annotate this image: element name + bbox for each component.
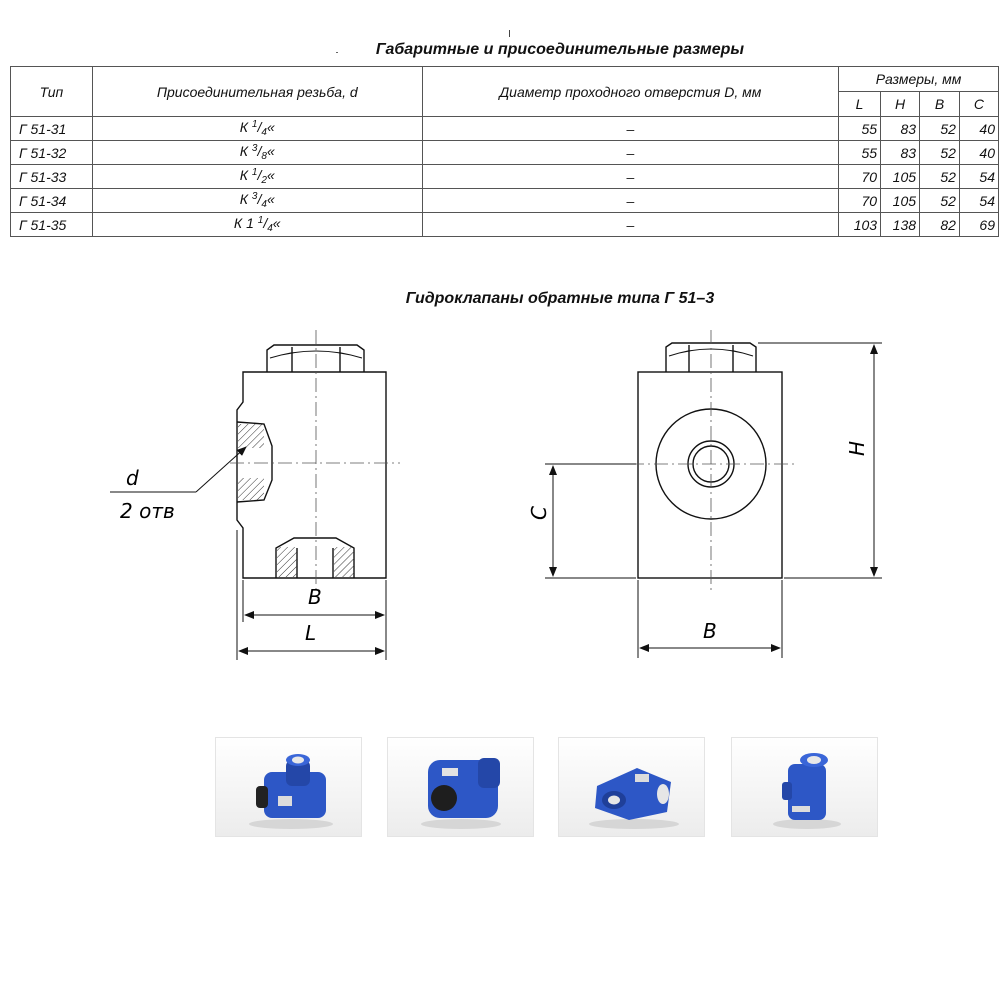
side-port-hatch-bottom (238, 478, 264, 500)
label-B-side: B (308, 585, 322, 609)
cell-L: 55 (839, 141, 881, 165)
header-diameter: Диаметр проходного отверстия D, мм (422, 67, 838, 117)
cell-L: 103 (839, 213, 881, 237)
thread-suffix: « (266, 167, 275, 183)
thread-prefix: К (239, 143, 249, 159)
header-L: L (839, 92, 881, 117)
thread-numerator: 1 (257, 215, 264, 226)
cell-type: Г 51-32 (11, 141, 93, 165)
cell-thread: К $^3/_4«$ (92, 189, 422, 213)
front-view (638, 343, 782, 578)
valve-photo-3 (558, 737, 705, 837)
side-port-hatch-top (238, 424, 264, 448)
cell-B: 52 (920, 165, 960, 189)
front-view-body (638, 372, 782, 578)
cell-type: Г 51-33 (11, 165, 93, 189)
valve-photo-4 (731, 737, 878, 837)
label-H: H (845, 440, 869, 456)
side-view (237, 345, 386, 578)
side-view-body (237, 372, 386, 578)
cell-H: 105 (881, 189, 920, 213)
cell-H: 138 (881, 213, 920, 237)
header-B: B (920, 92, 960, 117)
thread-suffix: « (266, 143, 275, 159)
side-view-nut (267, 345, 364, 372)
thread-whole: 1 (246, 215, 254, 231)
thread-numerator: 3 (251, 191, 258, 202)
cell-type: Г 51-31 (11, 117, 93, 141)
cell-C: 40 (959, 141, 998, 165)
label-d: d (126, 466, 139, 490)
thread-suffix: « (266, 191, 275, 207)
cell-L: 70 (839, 165, 881, 189)
cell-thread: К 1 $^1/_4«$ (92, 213, 422, 237)
cell-C: 54 (959, 165, 998, 189)
header-thread: Присоединительная резьба, d (92, 67, 422, 117)
cell-thread: К $^1/_4«$ (92, 117, 422, 141)
bottom-port-hatch-right (334, 547, 354, 577)
front-view-dimensions (545, 343, 882, 658)
valve-photo-1 (215, 737, 362, 837)
header-H: H (881, 92, 920, 117)
label-holes: 2 отв (120, 499, 175, 523)
header-sizes: Размеры, мм (839, 67, 999, 92)
cell-type: Г 51-35 (11, 213, 93, 237)
thread-suffix: « (272, 215, 281, 231)
thread-prefix: К (239, 167, 249, 183)
cell-diameter: – (422, 213, 838, 237)
cell-B: 52 (920, 141, 960, 165)
cell-diameter: – (422, 165, 838, 189)
thread-denominator: 8 (261, 151, 267, 162)
header-C: C (959, 92, 998, 117)
thread-denominator: 4 (267, 223, 273, 234)
label-L: L (305, 621, 317, 645)
thread-numerator: 3 (251, 143, 258, 154)
cell-diameter: – (422, 189, 838, 213)
table-title: Габаритные и присоединительные размеры (375, 41, 745, 58)
valve-photo-2 (387, 737, 534, 837)
cell-C: 69 (959, 213, 998, 237)
cell-thread: К $^3/_8«$ (92, 141, 422, 165)
header-type: Тип (11, 67, 93, 117)
cell-H: 83 (881, 141, 920, 165)
cell-H: 105 (881, 165, 920, 189)
thread-denominator: 4 (261, 199, 267, 210)
cell-diameter: – (422, 117, 838, 141)
thread-prefix: К (233, 215, 243, 231)
label-B-front: B (703, 619, 717, 643)
side-view-centerlines (230, 330, 400, 590)
cell-H: 83 (881, 117, 920, 141)
drawing-title: Гидроклапаны обратные типа Г 51–3 (405, 290, 715, 307)
thread-numerator: 1 (251, 167, 258, 178)
thread-denominator: 4 (261, 127, 267, 138)
bottom-port-hatch-left (277, 547, 297, 577)
thread-prefix: К (239, 119, 249, 135)
thread-denominator: 2 (261, 175, 267, 186)
front-view-centerlines (630, 330, 795, 590)
cell-L: 70 (839, 189, 881, 213)
cell-thread: К $^1/_2«$ (92, 165, 422, 189)
cell-C: 54 (959, 189, 998, 213)
cell-B: 52 (920, 189, 960, 213)
thread-numerator: 1 (251, 119, 258, 130)
thread-suffix: « (266, 119, 275, 135)
thread-prefix: К (239, 191, 249, 207)
cell-type: Г 51-34 (11, 189, 93, 213)
label-C: C (527, 506, 551, 520)
cell-C: 40 (959, 117, 998, 141)
cell-B: 82 (920, 213, 960, 237)
cell-diameter: – (422, 141, 838, 165)
cell-B: 52 (920, 117, 960, 141)
cell-L: 55 (839, 117, 881, 141)
